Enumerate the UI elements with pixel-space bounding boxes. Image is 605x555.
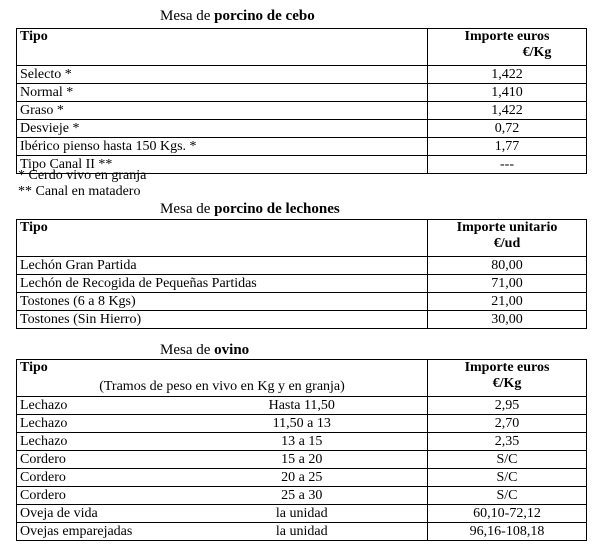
ovino-tramo-cell: 25 a 30 bbox=[177, 487, 428, 505]
ovino-tipo-cell: Lechazo bbox=[17, 397, 177, 415]
ovino-col-tipo-label: Tipo bbox=[20, 360, 48, 375]
ovino-title bbox=[160, 342, 249, 359]
table-row bbox=[17, 397, 587, 415]
lechones-title-prefix: Mesa de bbox=[160, 201, 215, 217]
ovino-col-importe-l1: Importe euros bbox=[464, 360, 550, 375]
table-row bbox=[17, 120, 587, 138]
table-row bbox=[17, 102, 587, 120]
ovino-col-importe-l2: €/Kg bbox=[492, 376, 522, 391]
ovino-valor-cell: 96,16-108,18 bbox=[428, 523, 587, 541]
table-row bbox=[17, 293, 587, 311]
table-row bbox=[17, 138, 587, 156]
cebo-title bbox=[160, 8, 315, 25]
cebo-col-importe bbox=[428, 29, 587, 66]
table-row bbox=[17, 469, 587, 487]
ovino-tipo-cell: Cordero bbox=[17, 487, 177, 505]
table-row bbox=[17, 84, 587, 102]
table-row bbox=[17, 433, 587, 451]
ovino-valor-cell: S/C bbox=[428, 469, 587, 487]
lechones-valor-cell: 80,00 bbox=[428, 257, 587, 275]
ovino-tramo-cell: 20 a 25 bbox=[177, 469, 428, 487]
table-row bbox=[17, 311, 587, 329]
ovino-valor-cell: S/C bbox=[428, 487, 587, 505]
cebo-table bbox=[16, 28, 587, 174]
ovino-tipo-cell: Lechazo bbox=[17, 415, 177, 433]
cebo-note-2: ** Canal en matadero bbox=[18, 184, 141, 199]
cebo-tipo-cell: Selecto * bbox=[17, 66, 428, 84]
cebo-valor-cell: --- bbox=[428, 156, 587, 174]
ovino-col-tipo bbox=[17, 360, 428, 397]
ovino-valor-cell: 2,95 bbox=[428, 397, 587, 415]
cebo-valor-cell: 1,77 bbox=[428, 138, 587, 156]
ovino-tipo-cell: Ovejas emparejadas bbox=[17, 523, 177, 541]
table-row bbox=[17, 415, 587, 433]
ovino-valor-cell: 60,10-72,12 bbox=[428, 505, 587, 523]
ovino-tipo-cell: Cordero bbox=[17, 469, 177, 487]
ovino-tipo-cell: Cordero bbox=[17, 451, 177, 469]
ovino-tramo-cell: Hasta 11,50 bbox=[177, 397, 428, 415]
cebo-tipo-cell: Tipo Canal II ** bbox=[17, 156, 428, 174]
ovino-tipo-cell: Oveja de vida bbox=[17, 505, 177, 523]
ovino-tipo-cell: Lechazo bbox=[17, 433, 177, 451]
cebo-valor-cell: 1,422 bbox=[428, 102, 587, 120]
lechones-title-bold: porcino de lechones bbox=[214, 201, 340, 217]
lechones-valor-cell: 30,00 bbox=[428, 311, 587, 329]
table-row bbox=[17, 257, 587, 275]
lechones-header-row bbox=[17, 220, 587, 257]
lechones-col-tipo: Tipo bbox=[17, 220, 428, 257]
table-row bbox=[17, 66, 587, 84]
lechones-valor-cell: 21,00 bbox=[428, 293, 587, 311]
ovino-valor-cell: S/C bbox=[428, 451, 587, 469]
cebo-tipo-cell: Desvieje * bbox=[17, 120, 428, 138]
cebo-note-1: * Cerdo vivo en granja bbox=[18, 168, 147, 183]
table-row bbox=[17, 451, 587, 469]
ovino-valor-cell: 2,70 bbox=[428, 415, 587, 433]
ovino-tramo-cell: la unidad bbox=[177, 505, 428, 523]
ovino-valor-cell: 2,35 bbox=[428, 433, 587, 451]
ovino-header-row bbox=[17, 360, 587, 397]
ovino-tramo-cell: 15 a 20 bbox=[177, 451, 428, 469]
cebo-tipo-cell: Normal * bbox=[17, 84, 428, 102]
cebo-title-bold: porcino de cebo bbox=[214, 8, 315, 24]
table-row bbox=[17, 523, 587, 541]
ovino-col-importe bbox=[428, 360, 587, 397]
ovino-title-prefix: Mesa de bbox=[160, 342, 215, 358]
cebo-tipo-cell: Ibérico pienso hasta 150 Kgs. * bbox=[17, 138, 428, 156]
cebo-header-row bbox=[17, 29, 587, 66]
table-row bbox=[17, 487, 587, 505]
cebo-col-importe-l2: €/Kg bbox=[522, 45, 552, 60]
lechones-tipo-cell: Tostones (Sin Hierro) bbox=[17, 311, 428, 329]
table-row bbox=[17, 505, 587, 523]
ovino-title-bold: ovino bbox=[214, 342, 250, 358]
lechones-col-importe-l2: €/ud bbox=[493, 236, 521, 251]
lechones-tipo-cell: Lechón de Recogida de Pequeñas Partidas bbox=[17, 275, 428, 293]
ovino-col-tipo-sub: (Tramos de peso en vivo en Kg y en granja) bbox=[99, 379, 345, 394]
cebo-valor-cell: 1,422 bbox=[428, 66, 587, 84]
lechones-valor-cell: 71,00 bbox=[428, 275, 587, 293]
lechones-col-importe-l1: Importe unitario bbox=[456, 220, 558, 235]
ovino-tramo-cell: 11,50 a 13 bbox=[177, 415, 428, 433]
cebo-valor-cell: 1,410 bbox=[428, 84, 587, 102]
ovino-table bbox=[16, 359, 587, 541]
lechones-table bbox=[16, 219, 587, 329]
ovino-tramo-cell: 13 a 15 bbox=[177, 433, 428, 451]
cebo-title-prefix: Mesa de bbox=[160, 8, 215, 24]
lechones-tipo-cell: Lechón Gran Partida bbox=[17, 257, 428, 275]
cebo-col-importe-l1: Importe euros bbox=[464, 29, 550, 44]
lechones-tipo-cell: Tostones (6 a 8 Kgs) bbox=[17, 293, 428, 311]
lechones-title bbox=[160, 201, 340, 218]
cebo-tipo-cell: Graso * bbox=[17, 102, 428, 120]
cebo-valor-cell: 0,72 bbox=[428, 120, 587, 138]
cebo-col-tipo: Tipo bbox=[17, 29, 428, 66]
ovino-tramo-cell: la unidad bbox=[177, 523, 428, 541]
table-row bbox=[17, 275, 587, 293]
lechones-col-importe bbox=[428, 220, 587, 257]
